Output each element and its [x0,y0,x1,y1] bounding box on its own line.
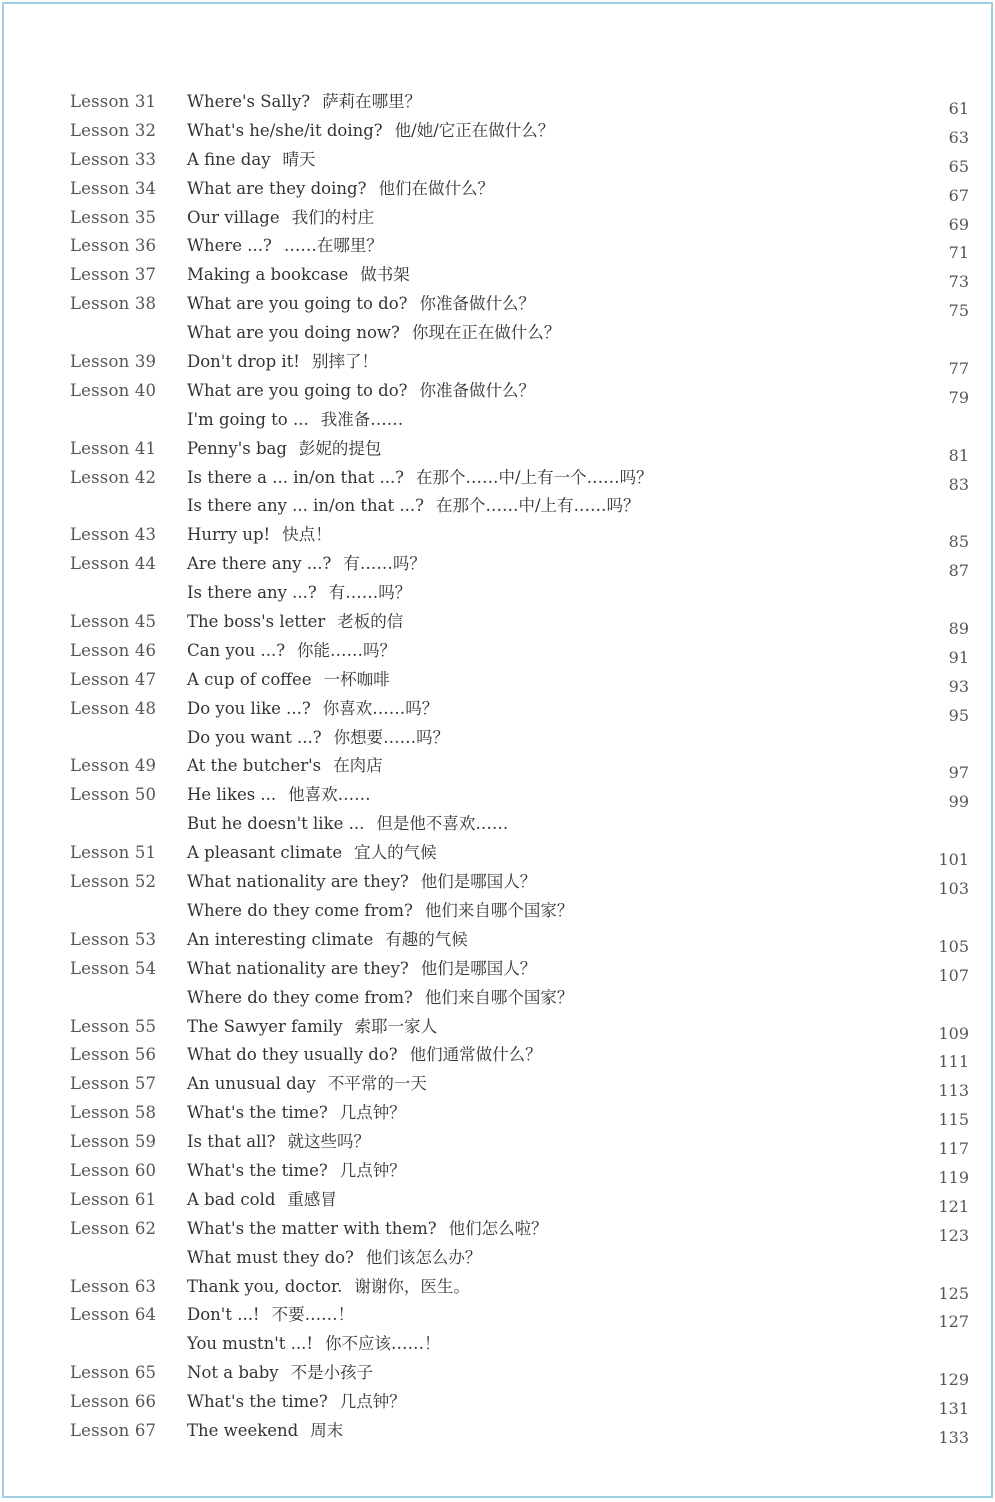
page-number: 109 [938,1023,969,1043]
title-chinese: 周末 [310,1420,344,1440]
lesson-number: Lesson 37 [70,265,157,285]
toc-entry[interactable] [4,377,991,406]
title-chinese: 快点！ [282,525,332,545]
title-chinese: 萨莉在哪里？ [322,92,422,111]
lesson-title [187,1070,427,1099]
toc-entry[interactable] [4,1273,991,1302]
page-number: 115 [938,1110,969,1130]
toc-entry[interactable] [4,1157,991,1186]
title-chinese: 你想要……吗？ [333,727,450,747]
lesson-title [187,435,381,464]
lesson-title [187,752,383,781]
page-number: 113 [938,1081,969,1101]
title-english: The Sawyer family [187,1016,343,1036]
title-chinese: 有趣的气候 [385,929,468,949]
toc-entry[interactable] [4,926,991,955]
lesson-number: Lesson 55 [70,1016,157,1036]
page-number: 129 [938,1370,969,1390]
toc-entry[interactable] [4,781,991,810]
lesson-number: Lesson 33 [70,149,157,169]
title-chinese: 我准备…… [320,409,404,429]
page-number: 125 [938,1283,969,1303]
title-english: Where's Sally? [187,92,311,111]
title-chinese: 做书架 [360,265,410,285]
title-chinese: 几点钟？ [339,1392,406,1412]
toc-entry[interactable] [4,695,991,724]
title-chinese: 他们通常做什么？ [409,1045,542,1065]
toc-entry[interactable] [4,1359,991,1388]
lesson-title [187,984,573,1013]
title-english: What's the time? [187,1160,328,1180]
lesson-title [187,348,378,377]
toc-entry[interactable] [4,666,991,695]
page-number: 97 [948,763,969,783]
title-chinese: 他们在做什么？ [378,178,494,198]
lesson-title [187,666,390,695]
toc-entry[interactable] [4,1388,991,1417]
title-chinese: 几点钟？ [339,1160,406,1180]
page-number: 131 [938,1399,969,1419]
toc-entry[interactable] [4,1244,991,1273]
lesson-number: Lesson 58 [70,1103,157,1123]
lesson-title [187,695,438,724]
title-english: What's the matter with them? [187,1218,437,1238]
title-chinese: 他喜欢…… [288,785,371,805]
page-number: 89 [948,619,969,639]
title-english: You mustn't ...! [187,1334,314,1354]
toc-entry[interactable] [4,839,991,868]
lesson-number: Lesson 60 [70,1160,157,1180]
title-chinese: 彭妮的提包 [298,438,382,458]
toc-entry[interactable] [4,1215,991,1244]
title-chinese: 他/她/它正在做什么？ [394,120,555,140]
title-chinese: 在那个……中/上有一个……吗？ [416,467,653,487]
lesson-title [187,1359,373,1388]
page-number: 75 [948,301,969,321]
title-chinese: 他们来自哪个国家？ [424,900,574,920]
lesson-number: Lesson 61 [70,1189,157,1209]
title-english: What must they do? [187,1247,354,1267]
lesson-number: Lesson 52 [70,872,157,892]
lesson-title [187,204,374,233]
title-english: Is there any ...? [187,583,317,603]
page-number: 85 [948,532,969,552]
toc-entry[interactable] [4,1041,991,1070]
lesson-title [187,146,316,175]
lesson-title [187,839,437,868]
title-english: What's the time? [187,1392,328,1412]
title-chinese: 谢谢你，医生。 [354,1276,470,1296]
lesson-number: Lesson 56 [70,1045,157,1065]
title-chinese: 不要……！ [271,1305,355,1325]
lesson-title [187,319,560,348]
title-english: What nationality are they? [187,872,409,892]
toc-entry[interactable] [4,290,991,319]
lesson-title [187,1013,437,1042]
title-chinese: 在肉店 [333,756,383,776]
lesson-number: Lesson 59 [70,1132,157,1152]
page-number: 73 [948,272,969,292]
title-chinese: 一杯咖啡 [323,669,390,689]
lesson-title [187,261,410,290]
lesson-title [187,897,573,926]
title-english: Hurry up! [187,525,271,545]
lesson-number: Lesson 35 [70,207,157,227]
lesson-title [187,724,449,753]
lesson-title [187,232,383,261]
page-number: 111 [938,1052,969,1072]
title-english: Thank you, doctor. [187,1276,343,1296]
page-number: 77 [948,359,969,379]
title-english: The weekend [187,1420,299,1440]
lesson-number: Lesson 63 [70,1276,157,1296]
title-english: What are you going to do? [187,380,408,400]
lesson-number: Lesson 45 [70,612,157,632]
lesson-title [187,175,494,204]
lesson-title [187,1244,481,1273]
title-chinese: 你能……吗？ [297,640,397,660]
lesson-title [187,377,535,406]
lesson-number: Lesson 48 [70,698,157,718]
title-chinese: 你不应该……！ [325,1334,441,1354]
toc-entry[interactable] [4,117,991,146]
title-english: Where do they come from? [187,900,413,920]
title-english: Do you like ...? [187,698,311,718]
lesson-number: Lesson 39 [70,352,157,372]
page-number: 107 [938,965,969,985]
lesson-number: Lesson 32 [70,120,157,140]
title-english: Do you want ...? [187,727,322,747]
lesson-title [187,955,536,984]
toc-entry[interactable] [4,637,991,666]
title-chinese: 他们是哪国人？ [420,872,537,892]
toc-entry[interactable] [4,1128,991,1157]
lesson-title [187,550,426,579]
toc-entry[interactable] [4,608,991,637]
title-chinese: 索耶一家人 [354,1016,438,1036]
lesson-title [187,579,411,608]
page-number: 63 [948,127,969,147]
toc-entry[interactable] [4,146,991,175]
title-english: The boss's letter [187,612,326,632]
lesson-number: Lesson 64 [70,1305,157,1325]
toc-entry[interactable] [4,464,991,493]
lesson-title [187,290,535,319]
title-english: What's the time? [187,1103,328,1123]
lesson-title [187,1041,542,1070]
lesson-title [187,1388,406,1417]
toc-entry[interactable] [4,897,991,926]
title-english: A cup of coffee [187,669,312,689]
title-chinese: 晴天 [282,149,316,169]
toc-entry[interactable] [4,1070,991,1099]
title-chinese: 有……吗？ [328,583,412,603]
lesson-title [187,406,403,435]
title-english: Is there a ... in/on that ...? [187,467,405,487]
toc-entry[interactable] [4,1099,991,1128]
title-english: I'm going to ... [187,409,309,429]
lesson-title [187,637,396,666]
lesson-number: Lesson 65 [70,1363,157,1383]
page-number: 65 [948,156,969,176]
lesson-title [187,88,421,117]
page-number: 69 [948,214,969,234]
title-chinese: 不是小孩子 [290,1363,374,1383]
lesson-title [187,1301,354,1330]
page-number: 127 [938,1312,969,1332]
toc-entry[interactable] [4,1186,991,1215]
title-english: What are you going to do? [187,294,408,314]
title-english: Penny's bag [187,438,287,458]
title-english: Is there any ... in/on that ...? [187,496,424,516]
lesson-title [187,1186,337,1215]
page-number: 71 [948,243,969,263]
lesson-title [187,1099,406,1128]
title-chinese: 我们的村庄 [291,207,375,227]
page-number: 81 [948,445,969,465]
title-chinese: 几点钟？ [339,1103,406,1123]
lesson-number: Lesson 31 [70,92,157,111]
lesson-title [187,608,403,637]
toc-entry[interactable] [4,1013,991,1042]
toc-entry[interactable] [4,1330,991,1359]
toc-entry[interactable] [4,232,991,261]
title-english: What are they doing? [187,178,367,198]
title-chinese: 你准备做什么？ [419,380,536,400]
title-english: Our village [187,207,280,227]
page-number: 67 [948,185,969,205]
toc-page [2,2,993,1498]
title-chinese: 不平常的一天 [327,1074,427,1094]
title-chinese: 重感冒 [287,1189,337,1209]
lesson-number: Lesson 54 [70,958,157,978]
toc-entry[interactable] [4,984,991,1013]
page-number: 83 [948,474,969,494]
title-english: But he doesn't like ... [187,814,365,834]
lesson-number: Lesson 42 [70,467,157,487]
toc-entry[interactable] [4,492,991,521]
toc-entry[interactable] [4,319,991,348]
toc-entry[interactable] [4,175,991,204]
lesson-number: Lesson 46 [70,640,157,660]
title-chinese: 他们来自哪个国家？ [424,987,574,1007]
lesson-number: Lesson 66 [70,1392,157,1412]
lesson-number: Lesson 41 [70,438,157,458]
toc-entry[interactable] [4,579,991,608]
title-chinese: 在那个……中/上有……吗？ [435,496,640,516]
lesson-title [187,1273,470,1302]
page-number: 105 [938,936,969,956]
toc-entry[interactable] [4,348,991,377]
title-english: Is that all? [187,1132,276,1152]
lesson-number: Lesson 49 [70,756,157,776]
page-number: 93 [948,676,969,696]
title-english: Making a bookcase [187,265,349,285]
toc-entry[interactable] [4,435,991,464]
title-english: At the butcher's [187,756,322,776]
title-chinese: 宜人的气候 [354,843,437,863]
title-english: What nationality are they? [187,958,409,978]
title-chinese: 就这些吗？ [287,1132,370,1152]
title-english: Are there any ...? [187,554,332,574]
title-english: A fine day [187,149,271,169]
lesson-number: Lesson 53 [70,929,157,949]
toc-entry[interactable] [4,204,991,233]
page-number: 101 [938,850,969,870]
title-english: Don't drop it! [187,352,300,372]
lesson-number: Lesson 36 [70,236,157,256]
title-chinese: 他们该怎么办？ [365,1247,482,1267]
title-english: A pleasant climate [187,843,343,863]
toc-entry[interactable] [4,88,991,117]
page-number: 87 [948,561,969,581]
lesson-title [187,1417,343,1446]
lesson-number: Lesson 43 [70,525,157,545]
title-english: What's he/she/it doing? [187,120,383,140]
toc-list [4,88,991,1446]
toc-entry[interactable] [4,261,991,290]
toc-entry[interactable] [4,1417,991,1446]
lesson-title [187,464,653,493]
lesson-title [187,926,468,955]
toc-entry[interactable] [4,724,991,753]
title-english: Can you ...? [187,640,286,660]
title-chinese: 他们是哪国人？ [420,958,537,978]
title-english: What are you doing now? [187,323,400,343]
title-english: What do they usually do? [187,1045,398,1065]
title-english: He likes ... [187,785,277,805]
page-number: 121 [938,1196,969,1216]
lesson-title [187,117,554,146]
lesson-title [187,492,640,521]
toc-entry[interactable] [4,521,991,550]
page-number: 91 [948,647,969,667]
title-chinese: 老板的信 [337,612,404,632]
lesson-number: Lesson 57 [70,1074,157,1094]
title-english: An interesting climate [187,929,374,949]
lesson-number: Lesson 62 [70,1218,157,1238]
lesson-title [187,521,332,550]
lesson-number: Lesson 51 [70,843,157,863]
title-chinese: 你现在正在做什么？ [411,323,561,343]
toc-entry[interactable] [4,550,991,579]
lesson-number: Lesson 67 [70,1420,157,1440]
title-chinese: 他们怎么啦？ [448,1218,548,1238]
lesson-number: Lesson 47 [70,669,157,689]
lesson-title [187,868,536,897]
page-number: 95 [948,705,969,725]
title-chinese: 别摔了！ [311,352,378,372]
toc-entry[interactable] [4,868,991,897]
page-number: 61 [948,99,969,118]
lesson-title [187,1128,370,1157]
toc-entry[interactable] [4,752,991,781]
page-number: 123 [938,1225,969,1245]
lesson-number: Lesson 34 [70,178,157,198]
lesson-title [187,1215,548,1244]
page-number: 79 [948,387,969,407]
page-number: 133 [938,1427,969,1447]
lesson-title [187,1330,441,1359]
title-chinese: 你喜欢……吗？ [322,698,439,718]
page-number: 99 [948,792,969,812]
title-english: A bad cold [187,1189,276,1209]
lesson-number: Lesson 44 [70,554,157,574]
toc-entry[interactable] [4,1301,991,1330]
page-number: 103 [938,879,969,899]
title-chinese: 你准备做什么？ [419,294,536,314]
title-chinese: 但是他不喜欢…… [376,814,509,834]
title-chinese: ……在哪里？ [283,236,383,256]
page-number: 117 [938,1139,969,1159]
title-english: Not a baby [187,1363,279,1383]
title-english: Don't ...! [187,1305,260,1325]
title-english: Where do they come from? [187,987,413,1007]
lesson-title [187,781,371,810]
title-english: Where ...? [187,236,272,256]
title-english: An unusual day [187,1074,316,1094]
lesson-number: Lesson 38 [70,294,157,314]
toc-entry[interactable] [4,955,991,984]
page-number: 119 [938,1167,969,1187]
toc-entry[interactable] [4,810,991,839]
lesson-number: Lesson 40 [70,380,157,400]
lesson-number: Lesson 50 [70,785,157,805]
toc-entry[interactable] [4,406,991,435]
title-chinese: 有……吗？ [343,554,426,574]
lesson-title [187,810,508,839]
lesson-title [187,1157,406,1186]
